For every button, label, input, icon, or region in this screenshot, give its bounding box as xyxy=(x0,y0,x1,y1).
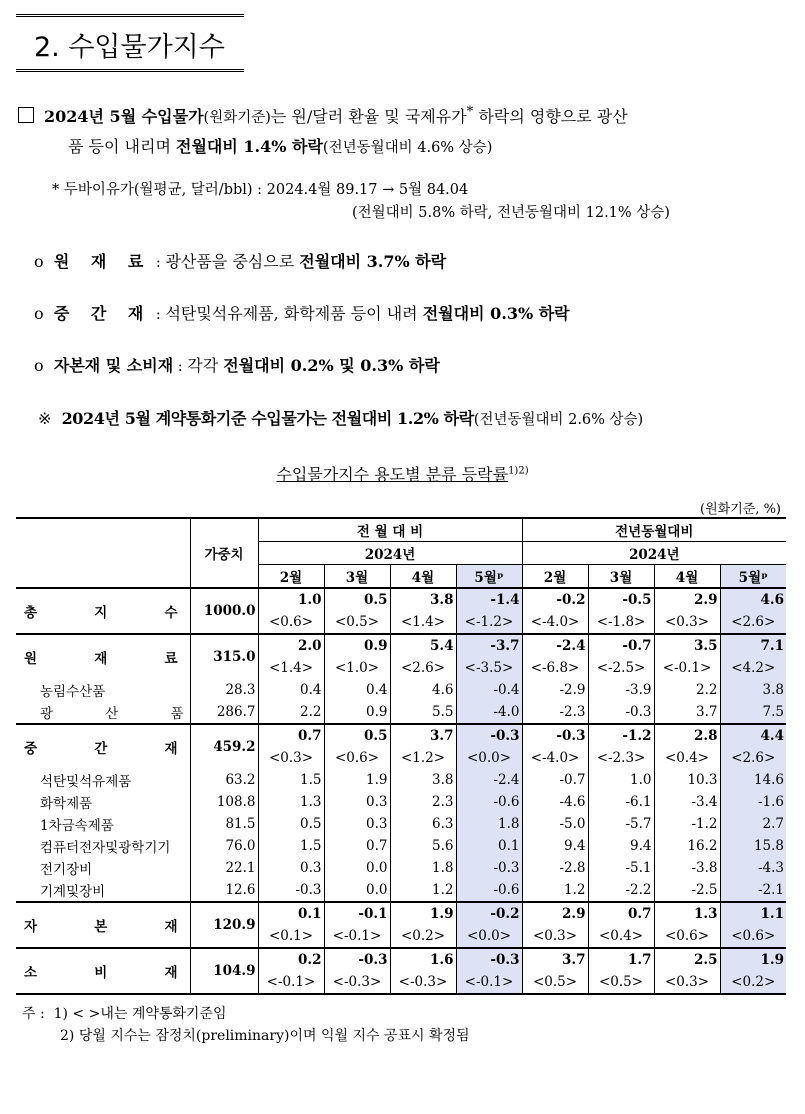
row-label: 자 본 재 xyxy=(16,902,190,948)
contract-value-cell: <2.6> xyxy=(720,611,786,634)
month-header: 3월 xyxy=(588,565,654,589)
asterisk: * xyxy=(466,104,474,120)
contract-value-cell: <0.0> xyxy=(456,747,522,769)
contract-value-cell: <1.4> xyxy=(390,611,456,634)
value-cell: -0.6 xyxy=(456,879,522,902)
value-cell: 1.3 xyxy=(654,902,720,925)
month-header: 2월 xyxy=(522,565,588,589)
value-cell: -0.3 xyxy=(522,724,588,747)
value-cell: -0.2 xyxy=(456,902,522,925)
bullet-capital-consumer xyxy=(34,353,440,376)
value-cell: 3.8 xyxy=(720,679,786,701)
main-line-2-bold: 전월대비 1.4% 하락 xyxy=(176,137,323,156)
table-row xyxy=(16,724,786,747)
value-cell: -1.4 xyxy=(456,588,522,611)
value-cell: 1.1 xyxy=(720,902,786,925)
value-cell: 0.1 xyxy=(258,902,324,925)
value-cell: 3.8 xyxy=(390,769,456,791)
value-cell: 16.2 xyxy=(654,835,720,857)
month-header: 2월 xyxy=(258,565,324,589)
contract-value-cell: <0.3> xyxy=(522,925,588,948)
main-line-1-paren: (원화기준) xyxy=(203,110,271,126)
weight-header: 가중치 xyxy=(190,518,258,588)
value-cell: 2.0 xyxy=(258,634,324,657)
bullet-bold: 전월대비 0.2% 및 0.3% 하락 xyxy=(223,356,440,375)
contract-value-cell: <-0.1> xyxy=(654,657,720,679)
row-label: 전기장비 xyxy=(16,857,190,879)
value-cell: -0.1 xyxy=(324,902,390,925)
weight-cell: 22.1 xyxy=(190,857,258,879)
value-cell: 1.0 xyxy=(258,588,324,611)
value-cell: 1.2 xyxy=(522,879,588,902)
contract-rest: (전년동월대비 2.6% 상승) xyxy=(473,412,644,428)
value-cell: 5.6 xyxy=(390,835,456,857)
main-line-2 xyxy=(68,134,492,157)
contract-value-cell: <0.5> xyxy=(522,971,588,994)
value-cell: 10.3 xyxy=(654,769,720,791)
contract-value-cell: <0.4> xyxy=(588,925,654,948)
value-cell: -2.1 xyxy=(720,879,786,902)
table-row xyxy=(16,902,786,925)
bullet-marker: o xyxy=(34,304,44,323)
main-line-2-paren: (전년동월대비 4.6% 상승) xyxy=(322,140,493,156)
value-cell: -2.3 xyxy=(522,701,588,724)
value-cell: -3.8 xyxy=(654,857,720,879)
weight-cell: 1000.0 xyxy=(190,588,258,634)
bullet-text: 각각 xyxy=(187,356,224,375)
contract-value-cell: <0.3> xyxy=(268,750,314,766)
footnotes xyxy=(22,1003,470,1047)
value-cell: -4.6 xyxy=(522,791,588,813)
row-label: 농림수산품 xyxy=(16,679,190,701)
value-cell: 1.6 xyxy=(390,948,456,971)
month-header: 3월 xyxy=(324,565,390,589)
weight-cell: 104.9 xyxy=(190,948,258,994)
value-cell: -5.1 xyxy=(588,857,654,879)
value-cell: 7.1 xyxy=(720,634,786,657)
value-cell: 3.7 xyxy=(654,701,720,724)
value-cell: 1.5 xyxy=(300,838,322,854)
main-line-1 xyxy=(44,104,628,127)
contract-value-cell: <0.2> xyxy=(720,971,786,994)
bullet-label: 원 재 료 xyxy=(53,252,152,271)
value-cell: -3.7 xyxy=(456,634,522,657)
value-cell: 1.0 xyxy=(588,769,654,791)
table-row xyxy=(16,813,786,835)
value-cell: -2.8 xyxy=(522,857,588,879)
table-row xyxy=(16,791,786,813)
table-row xyxy=(16,948,786,971)
contract-value-cell: <-1.2> xyxy=(456,611,522,634)
contract-value-cell: <-6.8> xyxy=(522,657,588,679)
value-cell: 0.3 xyxy=(300,860,322,876)
section-title: 2. 수입물가지수 xyxy=(34,32,225,63)
value-cell: 4.6 xyxy=(720,588,786,611)
contract-value-cell: <1.4> xyxy=(268,660,314,676)
value-cell: 1.9 xyxy=(324,769,390,791)
value-cell: 0.0 xyxy=(324,857,390,879)
value-cell: -2.4 xyxy=(522,634,588,657)
value-cell: 0.5 xyxy=(300,816,322,832)
contract-value-cell: <0.5> xyxy=(588,971,654,994)
table-row xyxy=(16,679,786,701)
value-cell: 4.6 xyxy=(390,679,456,701)
footnote-1 xyxy=(22,1003,470,1025)
contract-value-cell: <0.2> xyxy=(390,925,456,948)
yoy-year: 2024년 xyxy=(522,542,786,565)
value-cell: -2.9 xyxy=(522,679,588,701)
contract-value-cell: <0.3> xyxy=(654,971,720,994)
table-body xyxy=(16,588,786,994)
footnote-prefix: 주 : xyxy=(22,1006,45,1022)
value-cell: -4.3 xyxy=(720,857,786,879)
bullet-sep: : xyxy=(151,307,166,323)
contract-value-cell: <0.3> xyxy=(654,611,720,634)
value-cell: 1.3 xyxy=(300,794,322,810)
weight-cell: 120.9 xyxy=(190,902,258,948)
value-cell: 2.9 xyxy=(522,902,588,925)
footnote-1-text: 1) < >내는 계약통화기준임 xyxy=(53,1006,227,1022)
row-label: 총 지 수 xyxy=(16,588,190,634)
value-cell: 5.4 xyxy=(390,634,456,657)
bullet-text: 석탄및석유제품, 화학제품 등이 내려 xyxy=(165,304,423,323)
bullet-label: 중 간 재 xyxy=(53,304,152,323)
value-cell: -0.7 xyxy=(588,634,654,657)
contract-value-cell: <1.0> xyxy=(324,657,390,679)
value-cell: 3.5 xyxy=(654,634,720,657)
value-cell: -0.3 xyxy=(456,724,522,747)
value-cell: -4.0 xyxy=(456,701,522,724)
value-cell: 1.5 xyxy=(300,772,322,788)
contract-value-cell: <2.6> xyxy=(390,657,456,679)
value-cell: 2.2 xyxy=(654,679,720,701)
section-title-box xyxy=(16,14,244,72)
value-cell: 0.5 xyxy=(324,588,390,611)
weight-cell: 63.2 xyxy=(190,769,258,791)
value-cell: 0.9 xyxy=(324,701,390,724)
value-cell: 0.0 xyxy=(324,879,390,902)
yoy-group-header: 전년동월대비 xyxy=(522,518,786,542)
import-price-table xyxy=(16,517,786,995)
value-cell: 0.7 xyxy=(258,724,324,747)
bullet-bold: 전월대비 3.7% 하락 xyxy=(299,252,447,271)
weight-cell: 286.7 xyxy=(190,701,258,724)
contract-value-cell: <0.1> xyxy=(258,925,324,948)
value-cell: -0.5 xyxy=(588,588,654,611)
contract-value-cell: <0.6> xyxy=(258,611,324,634)
value-cell: 9.4 xyxy=(588,835,654,857)
main-line-1-text: 는 원/달러 환율 및 국제유가 xyxy=(270,107,467,126)
value-cell: 0.3 xyxy=(324,813,390,835)
value-cell: 1.8 xyxy=(390,857,456,879)
weight-cell: 12.6 xyxy=(190,879,258,902)
header-blank xyxy=(16,518,190,588)
value-cell: 14.6 xyxy=(720,769,786,791)
value-cell: 0.9 xyxy=(324,634,390,657)
value-cell: -0.3 xyxy=(258,879,324,902)
value-cell: -0.2 xyxy=(522,588,588,611)
weight-cell: 108.8 xyxy=(190,791,258,813)
value-cell: 0.4 xyxy=(324,679,390,701)
row-label: 석탄및석유제품 xyxy=(16,769,190,791)
bullet-text: 광산품을 중심으로 xyxy=(165,252,300,271)
value-cell: -0.3 xyxy=(456,948,522,971)
value-cell: -0.7 xyxy=(522,769,588,791)
value-cell: 2.8 xyxy=(654,724,720,747)
row-label: 소 비 재 xyxy=(16,948,190,994)
table-caption-sup: 1)2) xyxy=(508,465,529,477)
contract-bold: 2024년 5월 계약통화기준 수입물가는 전월대비 1.2% 하락 xyxy=(61,409,474,428)
contract-value-cell: <4.2> xyxy=(720,657,786,679)
table-row xyxy=(16,701,786,724)
contract-value-cell: <-4.0> xyxy=(522,611,588,634)
main-line-1-end: 하락의 영향으로 광산 xyxy=(473,107,628,126)
month-header: 5월ᵖ xyxy=(456,565,522,589)
contract-value-cell: <0.6> xyxy=(720,925,786,948)
weight-cell: 28.3 xyxy=(190,679,258,701)
bullet-sep: : xyxy=(151,255,166,271)
value-cell: -6.1 xyxy=(588,791,654,813)
contract-value-cell: <-3.5> xyxy=(456,657,522,679)
bullet-raw-materials xyxy=(34,249,446,272)
contract-value-cell: <0.4> xyxy=(654,747,720,769)
value-cell: 15.8 xyxy=(720,835,786,857)
value-cell: 7.5 xyxy=(720,701,786,724)
contract-value-cell: <-1.8> xyxy=(588,611,654,634)
value-cell: 3.8 xyxy=(390,588,456,611)
bullet-label: 자본재 및 소비재 xyxy=(53,356,174,375)
row-label: 원 재 료 xyxy=(16,634,190,679)
value-cell: -2.2 xyxy=(588,879,654,902)
contract-value-cell: <0.0> xyxy=(456,925,522,948)
table-unit: (원화기준, %) xyxy=(700,502,781,517)
table-row xyxy=(16,857,786,879)
contract-value-cell: <0.5> xyxy=(324,611,390,634)
table-row xyxy=(16,769,786,791)
mom-group-header: 전 월 대 비 xyxy=(258,518,522,542)
contract-value-cell: <-0.3> xyxy=(324,971,390,994)
table-row xyxy=(16,835,786,857)
value-cell: -5.0 xyxy=(522,813,588,835)
weight-cell: 76.0 xyxy=(190,835,258,857)
contract-value-cell: <-0.1> xyxy=(456,971,522,994)
row-label: 광 산 품 xyxy=(16,701,190,724)
row-label: 컴퓨터전자및광학기기 xyxy=(16,835,190,857)
weight-cell: 459.2 xyxy=(190,724,258,769)
table-row xyxy=(16,634,786,657)
contract-value-cell: <-2.5> xyxy=(588,657,654,679)
value-cell: -0.6 xyxy=(456,791,522,813)
bullet-marker: o xyxy=(34,252,44,271)
value-cell: -1.6 xyxy=(720,791,786,813)
value-cell: 6.3 xyxy=(390,813,456,835)
bullet-intermediate xyxy=(34,301,570,324)
contract-value-cell: <0.6> xyxy=(654,925,720,948)
contract-currency-note xyxy=(38,406,643,429)
value-cell: -2.4 xyxy=(456,769,522,791)
oil-note-1: * 두바이유가(월평균, 달러/bbl) : 2024.4월 89.17 → 5월 84.04 xyxy=(52,182,469,198)
month-header: 4월 xyxy=(654,565,720,589)
value-cell: -1.2 xyxy=(654,813,720,835)
value-cell: -2.5 xyxy=(654,879,720,902)
value-cell: -0.3 xyxy=(588,701,654,724)
value-cell: -1.2 xyxy=(588,724,654,747)
value-cell: 1.2 xyxy=(390,879,456,902)
value-cell: 2.7 xyxy=(720,813,786,835)
table-caption xyxy=(0,462,805,485)
value-cell: 1.9 xyxy=(720,948,786,971)
value-cell: 5.5 xyxy=(390,701,456,724)
contract-value-cell: <-0.1> xyxy=(324,925,390,948)
main-line-1-bold: 2024년 5월 수입물가 xyxy=(44,107,204,126)
value-cell: 2.9 xyxy=(654,588,720,611)
value-cell: 9.4 xyxy=(522,835,588,857)
value-cell: 1.8 xyxy=(456,813,522,835)
value-cell: 1.9 xyxy=(390,902,456,925)
contract-value-cell: <2.6> xyxy=(720,747,786,769)
bullet-marker: o xyxy=(34,356,44,375)
value-cell: 0.1 xyxy=(456,835,522,857)
contract-value-cell: <-2.3> xyxy=(588,747,654,769)
value-cell: 3.7 xyxy=(390,724,456,747)
row-label: 기계및장비 xyxy=(16,879,190,902)
weight-cell: 315.0 xyxy=(190,634,258,679)
value-cell: 0.5 xyxy=(324,724,390,747)
table-caption-text: 수입물가지수 용도별 분류 등락률 xyxy=(276,465,509,484)
value-cell: -3.4 xyxy=(654,791,720,813)
value-cell: -5.7 xyxy=(588,813,654,835)
value-cell: 0.4 xyxy=(300,682,322,698)
checkbox-square-icon xyxy=(18,107,34,123)
table-row xyxy=(16,588,786,611)
bullet-sep: : xyxy=(173,359,188,375)
row-label: 화학제품 xyxy=(16,791,190,813)
month-header: 4월 xyxy=(390,565,456,589)
mom-year: 2024년 xyxy=(258,542,522,565)
value-cell: 0.7 xyxy=(588,902,654,925)
value-cell: -0.3 xyxy=(324,948,390,971)
month-header: 5월ᵖ xyxy=(720,565,786,589)
value-cell: -0.3 xyxy=(456,857,522,879)
main-line-2-text: 품 등이 내리며 xyxy=(68,137,176,156)
value-cell: -0.4 xyxy=(456,679,522,701)
contract-value-cell: <1.2> xyxy=(390,747,456,769)
reference-mark: ※ xyxy=(38,409,52,428)
value-cell: 0.2 xyxy=(258,948,324,971)
contract-value-cell: <-0.1> xyxy=(258,971,324,994)
header-row-1 xyxy=(16,518,786,542)
value-cell: 2.5 xyxy=(654,948,720,971)
contract-value-cell: <0.6> xyxy=(324,747,390,769)
value-cell: 3.7 xyxy=(522,948,588,971)
row-label: 중 간 재 xyxy=(16,724,190,769)
value-cell: 2.3 xyxy=(390,791,456,813)
row-label: 1차금속제품 xyxy=(16,813,190,835)
table-row xyxy=(16,879,786,902)
value-cell: 1.7 xyxy=(588,948,654,971)
weight-cell: 81.5 xyxy=(190,813,258,835)
footnote-2: 2) 당월 지수는 잠정치(preliminary)이며 익월 지수 공표시 확정됨 xyxy=(60,1028,470,1044)
value-cell: -3.9 xyxy=(588,679,654,701)
value-cell: 2.2 xyxy=(258,701,324,724)
contract-value-cell: <-0.3> xyxy=(390,971,456,994)
value-cell: 4.4 xyxy=(720,724,786,747)
value-cell: 0.3 xyxy=(324,791,390,813)
bullet-bold: 전월대비 0.3% 하락 xyxy=(422,304,570,323)
contract-value-cell: <-4.0> xyxy=(522,747,588,769)
oil-note-2: (전월대비 5.8% 하락, 전년동월대비 12.1% 상승) xyxy=(352,205,670,221)
value-cell: 0.7 xyxy=(324,835,390,857)
